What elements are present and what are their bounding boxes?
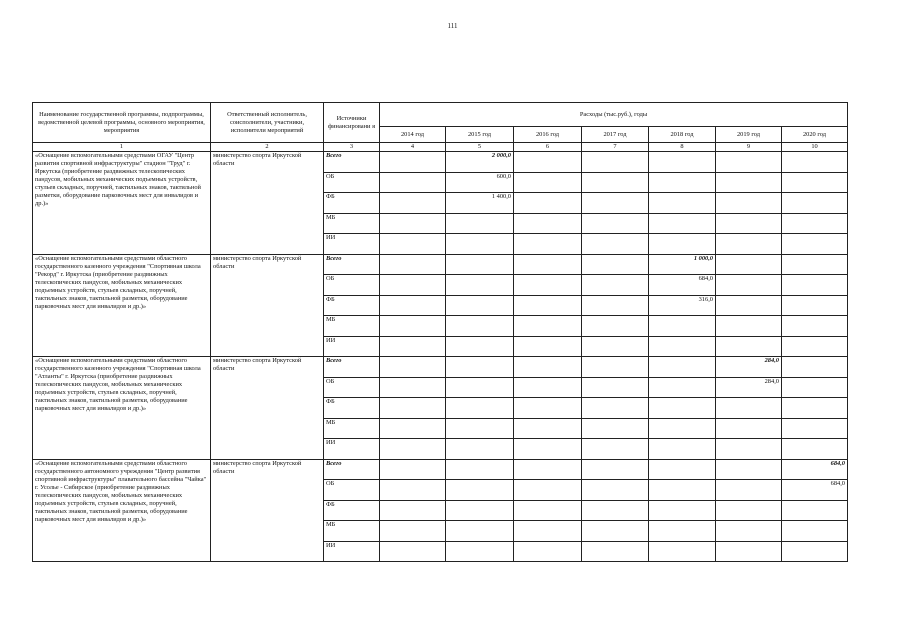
funding-source: Всего [324, 357, 380, 378]
header-year: 2017 год [582, 127, 649, 143]
table-row [33, 357, 848, 378]
expense-value [782, 316, 848, 337]
expense-value [649, 357, 716, 378]
expense-value [380, 480, 446, 501]
page-number: 111 [447, 22, 458, 30]
expense-value [380, 172, 446, 193]
column-index: 9 [716, 143, 782, 152]
expense-value [514, 213, 582, 234]
column-index: 8 [649, 143, 716, 152]
expense-value [782, 172, 848, 193]
expense-value [514, 377, 582, 398]
expense-value [380, 336, 446, 357]
expense-value [782, 439, 848, 460]
expense-value [380, 275, 446, 296]
expense-value [582, 213, 649, 234]
expense-value: 1 000,0 [649, 254, 716, 275]
expense-value: 684,0 [782, 480, 848, 501]
expense-value [446, 316, 514, 337]
expense-value [514, 295, 582, 316]
expense-value [582, 295, 649, 316]
expense-value [649, 336, 716, 357]
expense-value [582, 398, 649, 419]
expense-value [380, 316, 446, 337]
header-name: Наименование государственной программы, подпрограммы, ведомственной целевой программы, основного мероприятия, мероприятия [33, 103, 211, 143]
expense-value [582, 336, 649, 357]
expense-value [649, 172, 716, 193]
funding-source: МБ [324, 418, 380, 439]
expense-value: 600,0 [446, 172, 514, 193]
funding-source: ИИ [324, 336, 380, 357]
activity-description: «Оснащение вспомогательными средствами областного государственного автономного учреждения "Центр развития спортивной инфраструктуры" плавательного бассейна "Чайка" г. Усолье - Сибирское (приобретение раздвижных телескопических пандусов, мобильных механических подъемных устройств, стульев складных, поручней, тактильных знаков, тактильной разметки, оборудование парковочных мест для инвалидов и др.)» [33, 459, 211, 562]
funding-source: ФБ [324, 398, 380, 419]
column-index: 5 [446, 143, 514, 152]
expense-value [782, 193, 848, 214]
expense-value [514, 193, 582, 214]
expense-value [582, 418, 649, 439]
expense-value [514, 480, 582, 501]
responsible-executor: министерство спорта Иркутской области [211, 459, 324, 562]
column-index: 4 [380, 143, 446, 152]
expense-value [716, 172, 782, 193]
expense-value [380, 377, 446, 398]
expense-value [782, 377, 848, 398]
expense-value [380, 234, 446, 255]
funding-source: МБ [324, 521, 380, 542]
activity-description: «Оснащение вспомогательными средствами областного государственного казенного учреждения "Спортивная школа "Атланты" г. Иркутска (приобретение раздвижных телескопических пандусов, мобильных механических подъемных устройств, стульев складных, поручней, тактильных знаков, тактильной разметки, оборудование парковочных мест для инвалидов и др.)» [33, 357, 211, 460]
expense-value [649, 377, 716, 398]
expense-value [782, 254, 848, 275]
expense-value [716, 398, 782, 419]
expense-value [582, 172, 649, 193]
column-index: 10 [782, 143, 848, 152]
expense-value [514, 500, 582, 521]
expense-value [514, 357, 582, 378]
expense-value [446, 398, 514, 419]
table-row [33, 459, 848, 480]
expense-value [716, 316, 782, 337]
funding-source: ИИ [324, 439, 380, 460]
expense-value [380, 254, 446, 275]
expense-value [716, 213, 782, 234]
expense-value [716, 418, 782, 439]
column-index: 1 [33, 143, 211, 152]
expense-value [649, 213, 716, 234]
expense-value [716, 295, 782, 316]
expense-value [514, 316, 582, 337]
expense-value [380, 213, 446, 234]
expense-value [446, 521, 514, 542]
expense-value [446, 541, 514, 562]
expense-value [514, 521, 582, 542]
expense-value [649, 398, 716, 419]
expense-value [782, 418, 848, 439]
expense-value [782, 521, 848, 542]
expense-value [716, 459, 782, 480]
expense-value [582, 480, 649, 501]
expense-value [514, 418, 582, 439]
expense-value: 1 400,0 [446, 193, 514, 214]
expense-value [446, 213, 514, 234]
expense-value [649, 234, 716, 255]
expense-value [716, 254, 782, 275]
expense-value [446, 418, 514, 439]
expense-value [446, 480, 514, 501]
expense-value [380, 295, 446, 316]
table-row [33, 254, 848, 275]
expense-value [649, 459, 716, 480]
expense-value [514, 172, 582, 193]
expense-value [782, 234, 848, 255]
expense-value [716, 439, 782, 460]
expense-value [716, 234, 782, 255]
expense-value [446, 459, 514, 480]
expense-value [716, 193, 782, 214]
expense-value [380, 418, 446, 439]
expense-value [582, 152, 649, 173]
expense-value [446, 357, 514, 378]
expense-value [782, 152, 848, 173]
expense-value [582, 541, 649, 562]
expense-value [514, 336, 582, 357]
expense-value [514, 234, 582, 255]
expense-value [649, 500, 716, 521]
funding-source: ОБ [324, 275, 380, 296]
funding-source: Всего [324, 459, 380, 480]
funding-source: МБ [324, 316, 380, 337]
expense-value [649, 316, 716, 337]
expense-value [716, 152, 782, 173]
expense-value [380, 193, 446, 214]
expense-value [649, 480, 716, 501]
funding-source: ФБ [324, 500, 380, 521]
expense-value [446, 439, 514, 460]
expense-value: 2 000,0 [446, 152, 514, 173]
header-year: 2019 год [716, 127, 782, 143]
responsible-executor: министерство спорта Иркутской области [211, 357, 324, 460]
expense-value [380, 357, 446, 378]
expense-value [514, 152, 582, 173]
funding-source: ОБ [324, 172, 380, 193]
expense-value [649, 541, 716, 562]
expense-value [649, 439, 716, 460]
expense-value [716, 275, 782, 296]
expense-value [380, 439, 446, 460]
expense-value [649, 152, 716, 173]
activity-description: «Оснащение вспомогательными средствами областного государственного казенного учреждения "Спортивная школа "Рекорд" г. Иркутска (приобретение раздвижных телескопических пандусов, мобильных механических подъемных устройств, стульев складных, поручней, тактильных знаков, тактильной разметки, оборудование парковочных мест для инвалидов и др.)» [33, 254, 211, 357]
expense-value [446, 275, 514, 296]
expense-value [446, 336, 514, 357]
expense-value [716, 500, 782, 521]
expense-value [514, 254, 582, 275]
responsible-executor: министерство спорта Иркутской области [211, 152, 324, 255]
expense-value [446, 500, 514, 521]
expense-value: 284,0 [716, 377, 782, 398]
expense-value: 316,0 [649, 295, 716, 316]
expense-value [582, 377, 649, 398]
expense-value [380, 459, 446, 480]
expense-value [649, 193, 716, 214]
expense-value [446, 234, 514, 255]
expense-value [380, 521, 446, 542]
expense-value [582, 500, 649, 521]
header-year: 2020 год [782, 127, 848, 143]
funding-source: ИИ [324, 234, 380, 255]
expense-value [782, 213, 848, 234]
expense-value [380, 500, 446, 521]
expense-value [582, 193, 649, 214]
expense-value [716, 541, 782, 562]
expense-value [380, 152, 446, 173]
expense-value [582, 275, 649, 296]
responsible-executor: министерство спорта Иркутской области [211, 254, 324, 357]
funding-source: ОБ [324, 377, 380, 398]
expense-value [514, 541, 582, 562]
expense-value [582, 439, 649, 460]
expense-value [782, 398, 848, 419]
expense-value [446, 295, 514, 316]
expense-value [782, 541, 848, 562]
expense-value [649, 418, 716, 439]
expense-value [582, 459, 649, 480]
expense-value [582, 234, 649, 255]
funding-source: ОБ [324, 480, 380, 501]
header-year: 2016 год [514, 127, 582, 143]
funding-source: ФБ [324, 295, 380, 316]
expense-value [649, 521, 716, 542]
expense-value [582, 521, 649, 542]
header-responsible: Ответственный исполнитель, соисполнители, участники, исполнители мероприятий [211, 103, 324, 143]
column-index: 7 [582, 143, 649, 152]
column-index: 2 [211, 143, 324, 152]
funding-source: МБ [324, 213, 380, 234]
activity-description: «Оснащение вспомогательными средствами ОГАУ "Центр развития спортивной инфраструктуры" стадион "Труд" г. Иркутска (приобретение раздвижных телескопических пандусов, мобильных механических подъемных устройств, стульев складных, поручней, тактильных знаков, тактильной разметки, оборудование парковочных мест для инвалидов и др.)» [33, 152, 211, 255]
expense-value [380, 541, 446, 562]
header-year: 2018 год [649, 127, 716, 143]
expense-value: 684,0 [649, 275, 716, 296]
column-index: 6 [514, 143, 582, 152]
expense-value [380, 398, 446, 419]
expense-value [582, 254, 649, 275]
expense-value [782, 295, 848, 316]
expense-value [514, 439, 582, 460]
expense-value [582, 357, 649, 378]
expense-value [716, 336, 782, 357]
expense-value: 684,0 [782, 459, 848, 480]
funding-source: ФБ [324, 193, 380, 214]
expense-value [582, 316, 649, 337]
header-sources: Источники финансировани я [324, 103, 380, 143]
expense-value [782, 357, 848, 378]
expense-value [514, 275, 582, 296]
funding-source: ИИ [324, 541, 380, 562]
expense-value [782, 275, 848, 296]
expense-value [782, 336, 848, 357]
expense-value [716, 480, 782, 501]
expense-value [514, 459, 582, 480]
header-year: 2015 год [446, 127, 514, 143]
table-row [33, 152, 848, 173]
expense-value [446, 254, 514, 275]
column-index: 3 [324, 143, 380, 152]
header-expenses: Расходы (тыс.руб.), годы [380, 103, 848, 127]
header-year: 2014 год [380, 127, 446, 143]
expense-value [782, 500, 848, 521]
funding-source: Всего [324, 254, 380, 275]
expense-value [514, 398, 582, 419]
expense-value [446, 377, 514, 398]
expense-value [716, 521, 782, 542]
budget-table [32, 102, 848, 562]
expense-value: 284,0 [716, 357, 782, 378]
funding-source: Всего [324, 152, 380, 173]
